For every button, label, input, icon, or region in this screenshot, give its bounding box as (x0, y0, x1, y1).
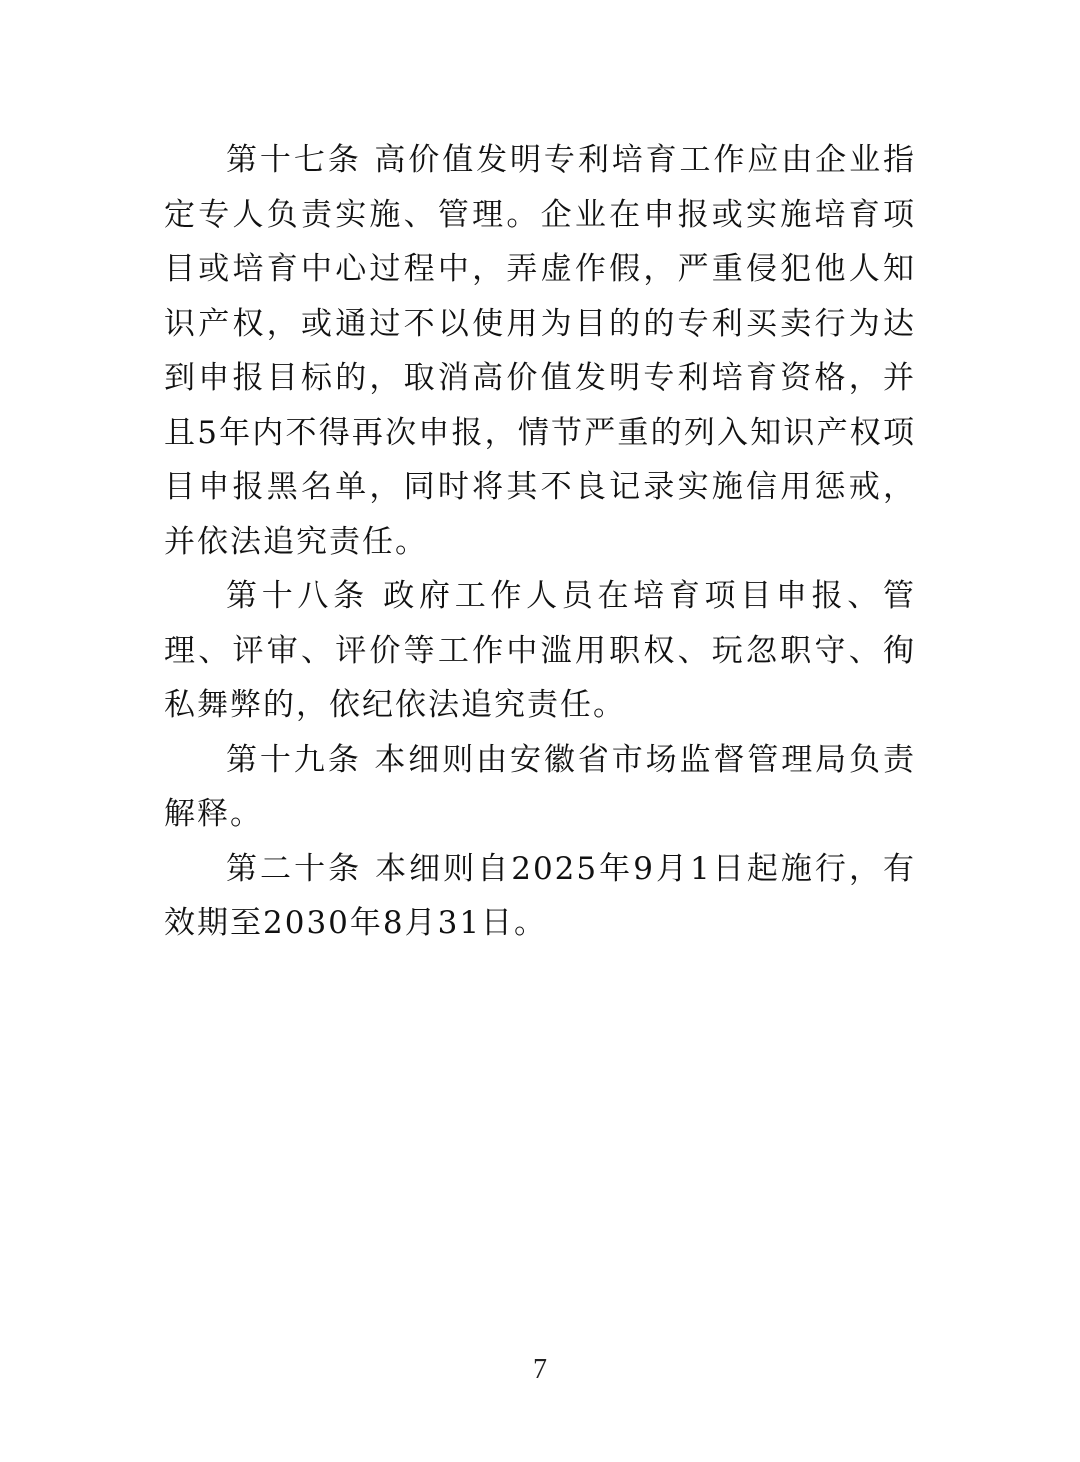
page-number: 7 (533, 1354, 547, 1385)
article-17-paragraph: 第十七条 高价值发明专利培育工作应由企业指定专人负责实施、管理。企业在申报或实施培育项目或培育中心过程中，弄虚作假，严重侵犯他人知识产权，或通过不以使用为目的的专利买卖行为达到申报目标的，取消高价值发明专利培育资格，并且5年内不得再次申报，情节严重的列入知识产权项目申报黑名单，同时将其不良记录实施信用惩戒，并依法追究责任。 (164, 142, 916, 560)
article-20-paragraph: 第二十条 本细则自2025年9月1日起施行，有效期至2030年8月31日。 (164, 850, 916, 941)
article-19-paragraph: 第十九条 本细则由安徽省市场监督管理局负责解释。 (164, 741, 916, 832)
article-18-paragraph: 第十八条 政府工作人员在培育项目申报、管理、评审、评价等工作中滥用职权、玩忽职守、徇私舞弊的，依纪依法追究责任。 (164, 578, 916, 723)
document-body (164, 133, 916, 951)
